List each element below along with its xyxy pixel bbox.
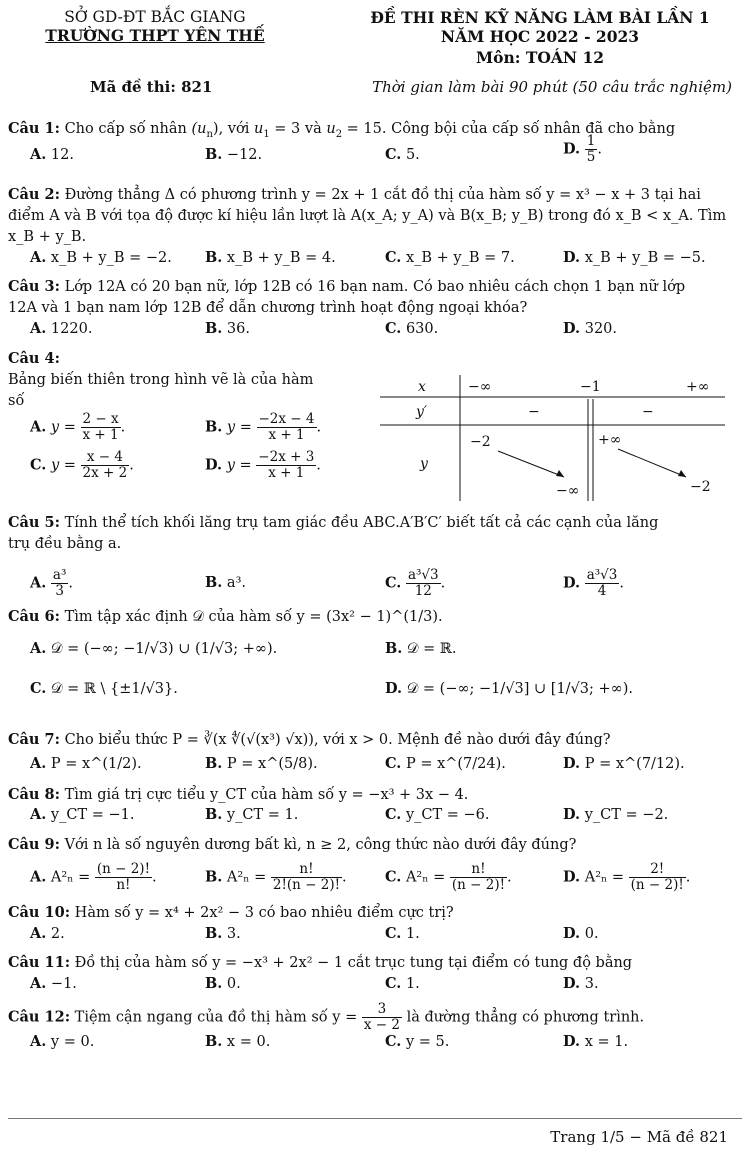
- table-y-left-top: −2: [470, 434, 491, 450]
- arrow-head: [556, 470, 564, 477]
- option-letter: A.: [30, 418, 47, 436]
- option-letter: B.: [205, 146, 223, 163]
- option-a[interactable]: x_B + y_B = −2.: [50, 250, 172, 266]
- table-sign-left: −: [528, 404, 540, 420]
- options-q4-row2: C. y = $\frac{x - 4}{2x + 2}$ . D. y = $\frac{-2x + 3}{x + 1}$ .: [30, 449, 321, 481]
- school-name: TRƯỜNG THPT YÊN THẾ: [45, 26, 265, 45]
- option-letter: C.: [385, 806, 402, 823]
- question-1: Câu 1: Cho cấp số nhân $(u_n)$, với $u_1 = 3$ và $u_2 = 15$. Công bội của cấp số nhân đã cho bằng: [8, 120, 676, 140]
- table-pos-inf: +∞: [686, 379, 710, 395]
- question-text: Tiệm cận ngang của đồ thị hàm số y =: [74, 1009, 358, 1026]
- option-letter: D.: [563, 140, 581, 158]
- question-text: là đường thẳng có phương trình.: [406, 1009, 645, 1026]
- option-b[interactable]: 3.: [226, 926, 241, 942]
- option-letter: A.: [30, 249, 47, 266]
- option-d[interactable]: 3.: [584, 976, 599, 992]
- option-letter: A.: [30, 1033, 47, 1050]
- options-q6-row1: [30, 640, 740, 660]
- option-a[interactable]: y_CT = −1.: [50, 807, 135, 823]
- option-letter: C.: [385, 925, 402, 942]
- option-a[interactable]: −1.: [50, 976, 77, 992]
- option-b[interactable]: a³.: [226, 575, 246, 591]
- question-8: [8, 784, 738, 806]
- permutation-lhs: A²ₙ =: [584, 869, 625, 886]
- math: n: [206, 128, 213, 140]
- exam-code: Mã đề thi: 821: [90, 78, 213, 96]
- option-d[interactable]: 0.: [584, 926, 599, 942]
- question-6: [8, 606, 738, 628]
- question-text: Tìm giá trị cực tiểu y_CT của hàm số y = −x³ + 3x − 4.: [64, 787, 469, 803]
- option-d[interactable]: x = 1.: [584, 1034, 629, 1050]
- option-c[interactable]: 630.: [405, 321, 439, 337]
- options-q1: A. 12. B. −12. C. 5. D. $\frac{1}{5}$ .: [30, 133, 602, 165]
- option-letter: B.: [205, 320, 223, 337]
- option-letter: B.: [205, 755, 223, 772]
- option-letter: B.: [205, 574, 223, 591]
- option-letter: B.: [385, 640, 403, 657]
- question-label: Câu 11:: [8, 954, 71, 971]
- permutation-lhs: A²ₙ =: [226, 869, 267, 886]
- option-letter: D.: [385, 680, 403, 697]
- option-c[interactable]: $\frac{n!}{(n - 2)!}$: [451, 861, 506, 893]
- option-c[interactable]: y_CT = −6.: [405, 807, 490, 823]
- option-d[interactable]: y_CT = −2.: [584, 807, 669, 823]
- question-label: Câu 2:: [8, 186, 60, 203]
- question-text: Hàm số y = x⁴ + 2x² − 3 có bao nhiêu điểm cực trị?: [74, 905, 454, 921]
- option-letter: B.: [205, 249, 223, 266]
- option-letter: D.: [563, 806, 581, 823]
- options-q3: [30, 320, 740, 340]
- table-sign-right: −: [642, 404, 654, 420]
- question-label: Câu 10:: [8, 904, 71, 921]
- option-d[interactable]: $\frac{2!}{(n - 2)!}$: [630, 861, 684, 893]
- option-letter: B.: [205, 975, 223, 992]
- permutation-lhs: A²ₙ =: [50, 869, 91, 886]
- option-letter: D.: [563, 975, 581, 992]
- option-letter: C.: [385, 755, 402, 772]
- option-letter: C.: [385, 320, 402, 337]
- table-neg-inf: −∞: [468, 379, 492, 395]
- option-letter: D.: [563, 574, 581, 592]
- option-letter: C.: [385, 249, 402, 266]
- option-d[interactable]: $\frac{1}{5}$: [586, 133, 596, 165]
- question-5: [8, 512, 738, 555]
- arrow-decreasing-right: [618, 449, 686, 477]
- option-b[interactable]: $\frac{-2x - 4}{x + 1}$: [258, 411, 315, 443]
- option-letter: C.: [385, 975, 402, 992]
- arrow-head: [678, 470, 686, 477]
- table-minus-one: −1: [580, 379, 601, 395]
- option-letter: C.: [385, 146, 402, 163]
- permutation-lhs: A²ₙ =: [405, 869, 446, 886]
- option-letter: A.: [30, 320, 47, 337]
- option-b[interactable]: P = x^(5/8).: [226, 756, 318, 772]
- exam-duration: Thời gian làm bài 90 phút (50 câu trắc nghiệm): [372, 78, 732, 96]
- option-c[interactable]: $\frac{x - 4}{2x + 2}$: [82, 449, 128, 481]
- option-letter: B.: [205, 925, 223, 942]
- option-letter: D.: [563, 1033, 581, 1050]
- option-b[interactable]: 36.: [226, 321, 250, 337]
- table-y-label: y: [420, 456, 428, 472]
- question-text: Tính thể tích khối lăng trụ tam giác đều ABC.A′B′C′ biết tất cả các cạnh của lăng: [64, 515, 659, 531]
- option-c[interactable]: x_B + y_B = 7.: [405, 250, 515, 266]
- option-letter: C.: [30, 456, 47, 474]
- school-year: NĂM HỌC 2022 - 2023: [440, 27, 640, 46]
- question-11: [8, 952, 738, 974]
- question-text: . Công bội của cấp số nhân đã cho bằng: [381, 121, 676, 137]
- table-x-label: x: [418, 379, 426, 395]
- option-d[interactable]: P = x^(7/12).: [584, 756, 685, 772]
- math: 1: [263, 128, 270, 140]
- option-a[interactable]: $\frac{\text{a³}}{3}$: [52, 567, 67, 599]
- options-q10: [30, 925, 740, 945]
- option-letter: C.: [385, 574, 402, 592]
- options-q7: [30, 755, 740, 775]
- options-q11: [30, 975, 740, 995]
- option-c[interactable]: y = 5.: [405, 1034, 450, 1050]
- math: (u: [191, 121, 207, 137]
- question-text: trụ đều bằng a.: [8, 536, 122, 552]
- option-letter: A.: [30, 975, 47, 992]
- question-label: Câu 3:: [8, 278, 60, 295]
- option-b[interactable]: 𝒟 = ℝ.: [406, 641, 457, 657]
- option-letter: D.: [563, 249, 581, 266]
- option-b[interactable]: −12.: [226, 147, 263, 163]
- question-text: số: [8, 393, 25, 409]
- table-y-left-bottom: −∞: [556, 483, 580, 499]
- options-q2: [30, 249, 740, 269]
- question-text: Đồ thị của hàm số y = −x³ + 2x² − 1 cắt trục tung tại điểm có tung độ bằng: [74, 955, 633, 971]
- option-d[interactable]: $\frac{-2x + 3}{x + 1}$: [258, 449, 315, 481]
- question-text: Cho cấp số nhân: [64, 121, 192, 137]
- options-q8: [30, 806, 740, 826]
- table-y-right-top: +∞: [598, 432, 622, 448]
- question-fraction: $\frac{3}{x - 2}$: [363, 1001, 400, 1033]
- math: u: [253, 121, 264, 137]
- option-letter: B.: [205, 806, 223, 823]
- question-label: Câu 4:: [8, 350, 60, 367]
- option-b[interactable]: x = 0.: [226, 1034, 271, 1050]
- question-7: [8, 729, 738, 751]
- option-letter: B.: [205, 1033, 223, 1050]
- header-right: [340, 8, 740, 67]
- options-q5: A. $\frac{\text{a³}}{3}$ . B. a³. C. $\frac{\text{a³√3}}{12}$ . D. $\frac{\text{a³√3}}{4}$ .: [30, 567, 624, 599]
- question-12: [8, 1002, 738, 1033]
- option-letter: A.: [30, 806, 47, 823]
- question-label: Câu 7:: [8, 731, 60, 748]
- option-letter: C.: [385, 868, 402, 886]
- option-letter: C.: [30, 680, 47, 697]
- option-c[interactable]: 5.: [405, 147, 420, 163]
- footer-divider: [8, 1118, 742, 1119]
- header-left: [20, 8, 290, 45]
- question-10: [8, 902, 738, 924]
- option-c[interactable]: $\frac{\text{a³√3}}{12}$: [407, 567, 439, 599]
- question-text: Lớp 12A có 20 bạn nữ, lớp 12B có 16 bạn nam. Có bao nhiêu cách chọn 1 bạn nữ lớp: [64, 279, 686, 295]
- question-text: Đường thẳng Δ có phương trình y = 2x + 1 cắt đồ thị của hàm số y = x³ − x + 3 tại hai: [64, 187, 701, 203]
- question-text: Với n là số nguyên dương bất kì, n ≥ 2, công thức nào dưới đây đúng?: [64, 837, 577, 853]
- option-b[interactable]: x_B + y_B = 4.: [226, 250, 336, 266]
- option-letter: D.: [563, 925, 581, 942]
- option-c[interactable]: 1.: [405, 926, 420, 942]
- option-a[interactable]: 1220.: [50, 321, 93, 337]
- question-text: x_B + y_B.: [8, 229, 87, 245]
- page-footer: Trang 1/5 − Mã đề 821: [550, 1128, 728, 1146]
- option-a[interactable]: 12.: [50, 147, 74, 163]
- question-text: 12A và 1 bạn nam lớp 12B để dẫn chương trình hoạt động ngoại khóa?: [8, 300, 528, 316]
- option-d[interactable]: 𝒟 = (−∞; −1/√3] ∪ [1/√3; +∞).: [406, 681, 634, 697]
- question-9: [8, 834, 738, 856]
- option-letter: A.: [30, 868, 47, 886]
- options-q4-row1: A. y = $\frac{2 - x}{x + 1}$ . B. y = $\frac{-2x - 4}{x + 1}$ .: [30, 411, 322, 443]
- question-label: Câu 9:: [8, 836, 60, 853]
- option-d[interactable]: $\frac{\text{a³√3}}{4}$: [586, 567, 618, 599]
- table-y-right-bottom: −2: [690, 479, 711, 495]
- math: 2: [335, 128, 343, 140]
- question-label: Câu 1:: [8, 120, 60, 137]
- question-label: Câu 12:: [8, 1008, 71, 1026]
- question-text: Bảng biến thiên trong hình vẽ là của hàm: [8, 372, 314, 388]
- department-name: SỞ GD-ĐT BẮC GIANG: [64, 8, 246, 26]
- math: = 3: [269, 121, 301, 137]
- question-label: Câu 5:: [8, 514, 60, 531]
- option-c[interactable]: 1.: [405, 976, 420, 992]
- option-letter: D.: [563, 320, 581, 337]
- question-3: [8, 276, 738, 319]
- option-c[interactable]: P = x^(7/24).: [405, 756, 506, 772]
- option-a[interactable]: $\frac{(n - 2)!}{n!}$: [96, 861, 150, 893]
- option-d[interactable]: x_B + y_B = −5.: [584, 250, 706, 266]
- exam-title: ĐỀ THI RÈN KỸ NĂNG LÀM BÀI LẦN 1: [370, 8, 710, 27]
- option-letter: A.: [30, 640, 47, 657]
- question-text: và: [300, 121, 327, 137]
- question-text: , với: [218, 121, 254, 137]
- variation-table: [380, 373, 725, 503]
- option-a[interactable]: 𝒟 = (−∞; −1/√3) ∪ (1/√3; +∞).: [50, 641, 278, 657]
- option-a[interactable]: $\frac{2 - x}{x + 1}$: [82, 411, 119, 443]
- question-label: Câu 6:: [8, 608, 60, 625]
- option-letter: D.: [563, 755, 581, 772]
- math: u: [326, 121, 336, 137]
- subject: Môn: TOÁN 12: [475, 48, 605, 67]
- option-d[interactable]: 320.: [584, 321, 618, 337]
- options-q6-row2: [30, 680, 740, 700]
- option-letter: D.: [205, 456, 223, 474]
- question-text: Cho biểu thức P = ∛(x ∜(√(x³) √x)), với x > 0. Mệnh đề nào dưới đây đúng?: [64, 732, 611, 748]
- question-4: [8, 348, 368, 412]
- option-b[interactable]: 0.: [226, 976, 241, 992]
- option-letter: A.: [30, 574, 47, 592]
- option-a[interactable]: 2.: [50, 926, 65, 942]
- question-text: điểm A và B với tọa độ được kí hiệu lần lượt là A(x_A; y_A) và B(x_B; y_B) trong đó x_B < x_A. Tìm: [8, 208, 727, 224]
- question-2: [8, 184, 738, 248]
- question-label: Câu 8:: [8, 786, 60, 803]
- option-b[interactable]: y_CT = 1.: [226, 807, 299, 823]
- option-letter: A.: [30, 925, 47, 942]
- option-letter: B.: [205, 418, 223, 436]
- option-letter: D.: [563, 868, 581, 886]
- options-q9: A. A²ₙ = $\frac{(n - 2)!}{n!}$ . B. A²ₙ = $\frac{n!}{2!(n - 2)!}$ . C. A²ₙ = $\frac{n!}{(n - 2)!}$ . D. A²ₙ = $\frac{2!}{(n - 2)!}$ .: [30, 861, 691, 893]
- options-q12: [30, 1033, 740, 1053]
- table-yprime-label: y′: [416, 404, 428, 420]
- option-a[interactable]: P = x^(1/2).: [50, 756, 142, 772]
- math: = 15: [342, 121, 382, 137]
- option-b[interactable]: $\frac{n!}{2!(n - 2)!}$: [272, 861, 341, 893]
- option-letter: C.: [385, 1033, 402, 1050]
- arrow-decreasing-left: [498, 451, 564, 477]
- option-a[interactable]: y = 0.: [50, 1034, 95, 1050]
- option-letter: A.: [30, 755, 47, 772]
- question-text: Tìm tập xác định 𝒟 của hàm số y = (3x² − 1)^(1/3).: [64, 609, 443, 625]
- option-letter: A.: [30, 146, 47, 163]
- option-c[interactable]: 𝒟 = ℝ \ {±1/√3}.: [50, 681, 178, 697]
- option-letter: B.: [205, 868, 223, 886]
